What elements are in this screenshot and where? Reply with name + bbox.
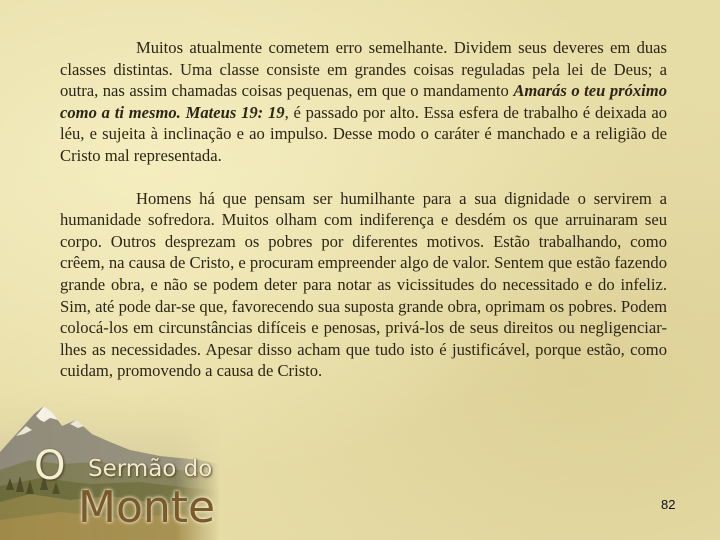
paragraph-1-text: Muitos atualmente cometem erro semelhante. Dividem seus deveres em duas classes distintas. Uma classe consiste em grandes coisas reguladas pela lei de Deus; a outra, nas assim chamadas coisas pequenas, em que o mandamento <box>60 38 667 101</box>
page-number: 82 <box>661 497 676 512</box>
title-sermao-do: Sermão do <box>88 456 213 482</box>
paragraph-2: Homens há que pensam ser humilhante para a sua dignidade o servirem a humanidade sofredora. Muitos olham com indiferença e desdém os que arruinaram seu corpo. Outros desprezam os pobres por diferentes motivos. Estão trabalhando, como crêem, na causa de Cristo, e procuram empreender algo de valor. Sentem que estão fazendo grande obra, e não se podem deter para notar as vicissitudes do necessitado e do infeliz. Sim, até pode dar-se que, favorecendo sua suposta grande obra, oprimam os pobres. Podem colocá-los em circunstâncias difíceis e penosas, privá-los de seus direitos ou negligenciar-lhes as necessidades. Apesar disso acham que tudo isto é justificável, porque estão, como cuidam, promovendo a causa de Cristo. <box>60 188 667 381</box>
paragraph-1-text-end: , é passado por alto. Essa esfera de trabalho é deixada ao léu, e sujeita à inclinação e ao impulso. Desse modo o caráter é manchado e a religião de Cristo mal representada. <box>60 102 667 165</box>
paragraph-1 <box>60 37 667 167</box>
bible-reference: Amarás o teu próximo como a ti mesmo. Mateus 19: 19 <box>60 81 667 122</box>
title-o: O <box>34 443 66 489</box>
title-monte: Monte <box>78 482 216 533</box>
text-body <box>60 37 667 382</box>
